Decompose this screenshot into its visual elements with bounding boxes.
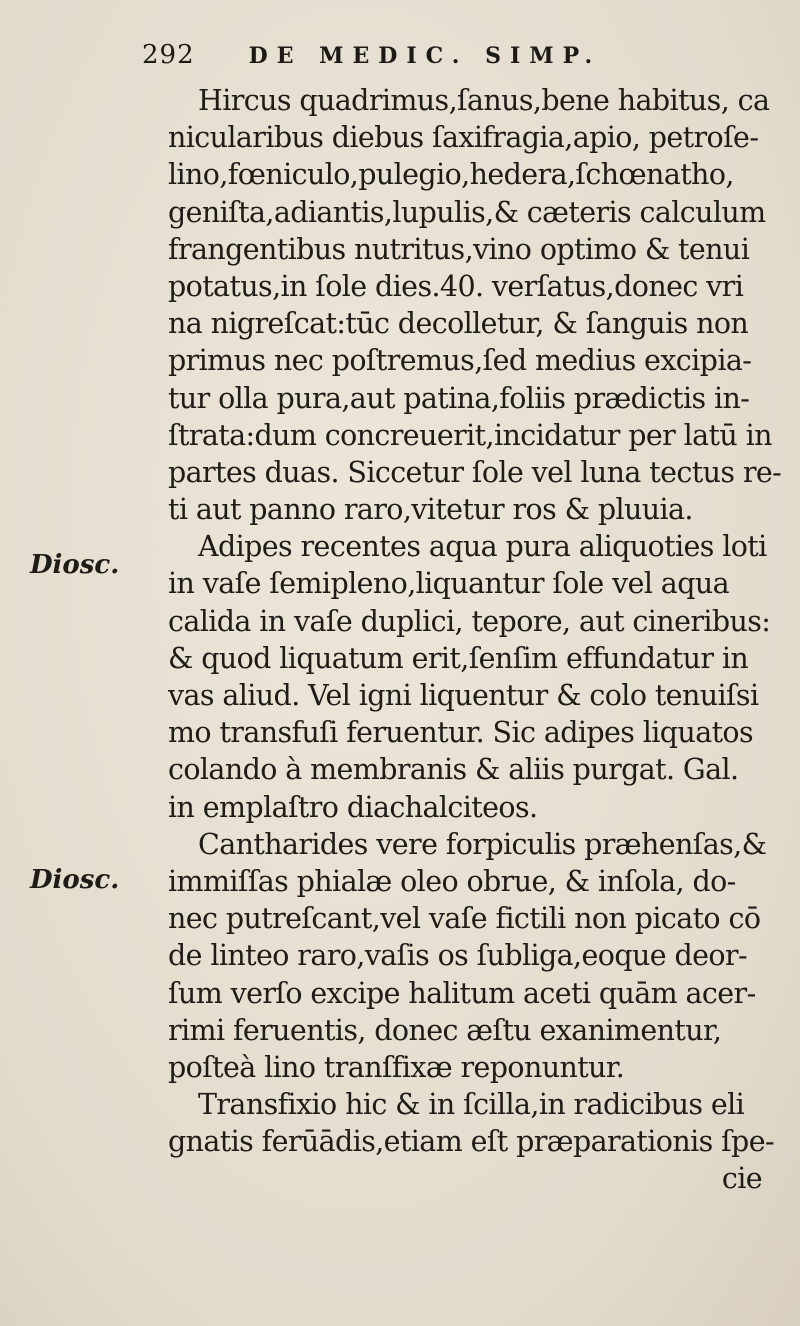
- text-line: tur olla pura,aut patina,foliis prædictis in-: [168, 381, 750, 415]
- text-line: frangentibus nutritus,vino optimo & tenui: [168, 232, 750, 266]
- text-line: mo transfuſi feruentur. Sic adipes liquatos: [168, 716, 754, 750]
- text-line: vas aliud. Vel igni liquentur & colo tenuiſsi: [168, 679, 759, 712]
- page-header: [142, 40, 601, 80]
- text-line: immiſſas phialæ oleo obrue, & inſola, do-: [168, 864, 736, 898]
- text-line: colando à membranis & aliis purgat. Gal.: [168, 753, 739, 787]
- catchword: cie: [721, 1162, 762, 1196]
- text-line: na nigreſcat:tūc decolletur, & ſanguis non: [168, 307, 749, 341]
- text-line: Transfixio hic & in ſcilla,in radicibus eli: [198, 1088, 745, 1122]
- text-line: & quod liquatum erit,ſenſim effundatur in: [168, 641, 749, 675]
- text-line: rimi feruentis, donec æſtu exanimentur,: [168, 1013, 722, 1047]
- text-line: Cantharides vere forpiculis præhenſas,&: [198, 827, 767, 861]
- text-line: ſtrata:dum concreuerit,incidatur per latū in: [168, 418, 772, 452]
- text-line: in vaſe ſemipleno,liquantur ſole vel aqua: [168, 567, 729, 601]
- text-line: ſum verſo excipe halitum aceti quām acer-: [168, 976, 756, 1010]
- text-line: in emplaſtro diachalciteos.: [168, 790, 538, 824]
- text-line: partes duas. Siccetur ſole vel luna tectus re-: [168, 455, 782, 489]
- page-number: 292: [142, 40, 195, 70]
- text-line: de linteo raro,vaſis os ſubliga,eoque deor-: [168, 939, 747, 973]
- text-line: lino,fœniculo,pulegio,hedera,ſchœnatho,: [168, 158, 734, 192]
- text-line: Hircus quadrimus,ſanus,bene habitus, ca: [198, 84, 770, 117]
- body-text: [168, 82, 782, 1198]
- text-line: primus nec poſtremus,ſed medius excipia-: [168, 344, 752, 378]
- text-line: poſteà lino tranſfixæ reponuntur.: [168, 1050, 625, 1084]
- running-head: DE MEDIC. SIMP.: [248, 43, 602, 69]
- text-line: calida in vaſe duplici, tepore, aut cineribus:: [168, 604, 771, 638]
- text-line: ti aut panno raro,vitetur ros & pluuia.: [168, 493, 693, 527]
- text-line: gnatis ferūādis,etiam eſt præparationis ſpe-: [168, 1125, 774, 1159]
- text-line: nicularibus diebus ſaxifragia,apio, petroſe-: [168, 121, 759, 155]
- margin-note-dioscorides-1: Diosc.: [30, 550, 120, 580]
- text-line: potatus,in ſole dies.40. verſatus,donec vri: [168, 269, 744, 303]
- text-line: nec putreſcant,vel vaſe fictili non picato cō: [168, 902, 761, 936]
- text-line: Adipes recentes aqua pura aliquoties loti: [198, 530, 767, 564]
- text-line: geniſta,adiantis,lupulis,& cæteris calculum: [168, 195, 766, 229]
- margin-note-dioscorides-2: Diosc.: [30, 865, 120, 895]
